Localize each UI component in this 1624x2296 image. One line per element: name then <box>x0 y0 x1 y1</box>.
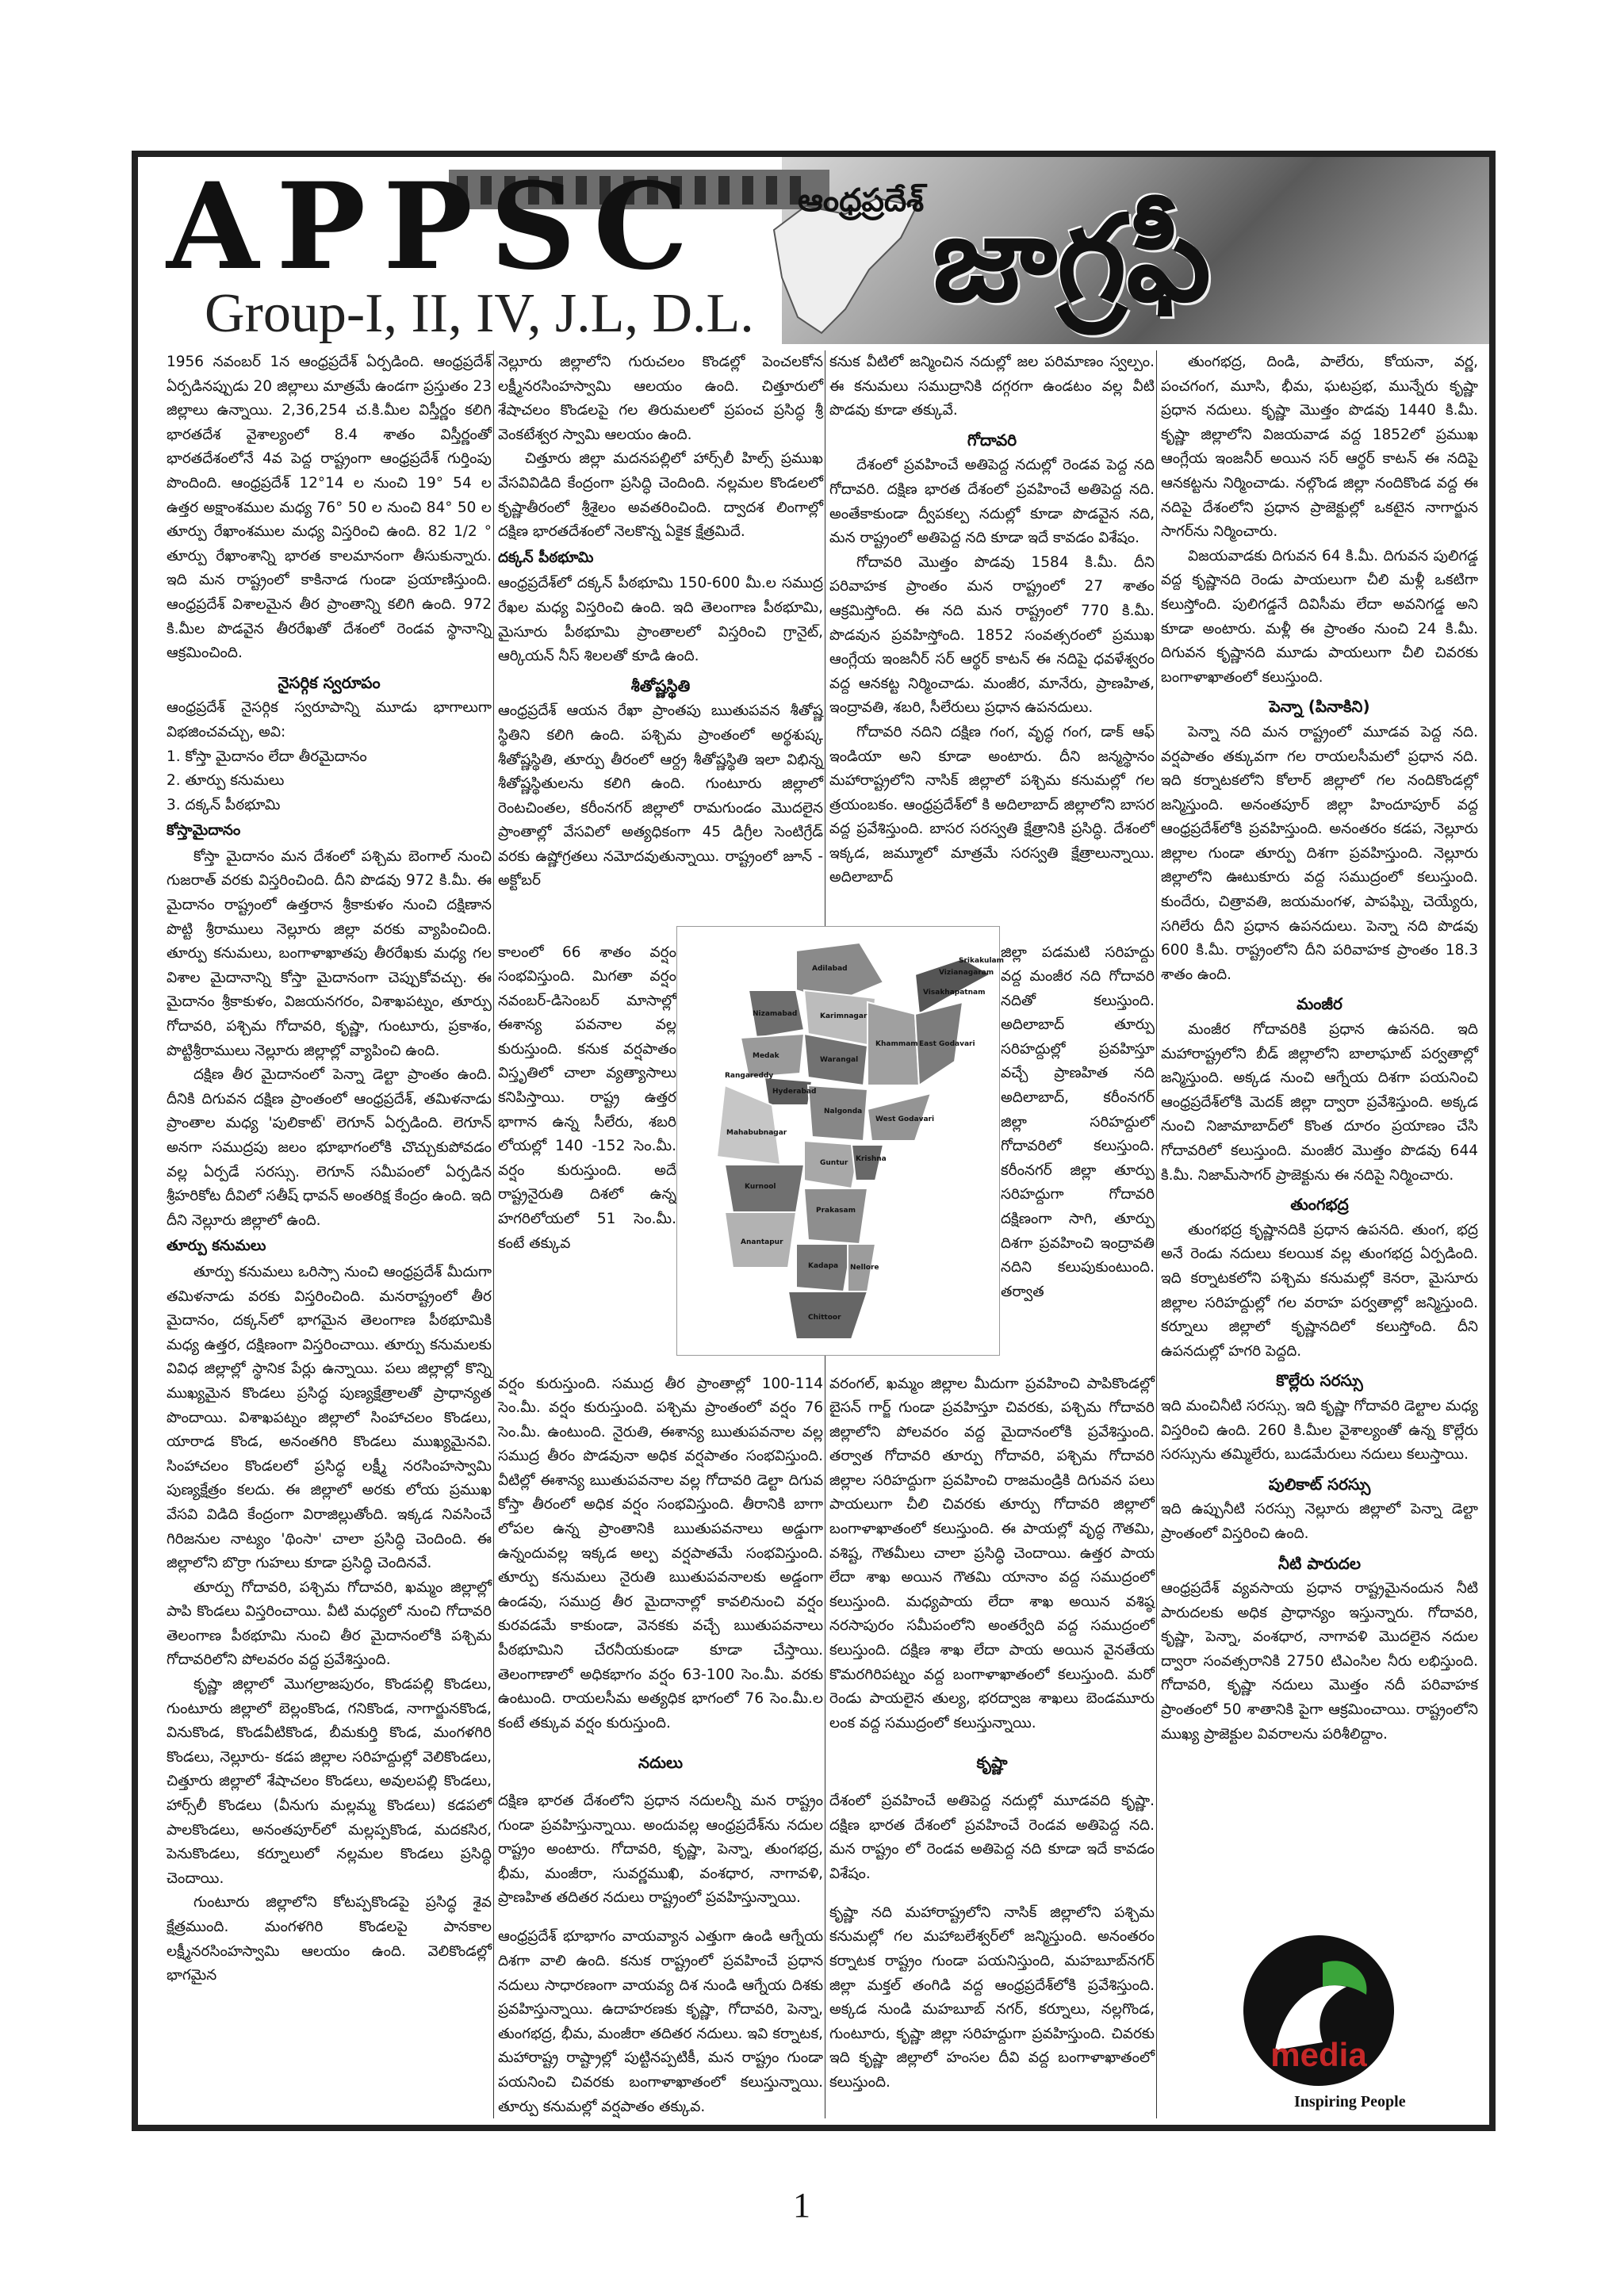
section-heading: నదులు <box>638 1752 684 1772</box>
paragraph: కృష్ణా నది మహారాష్ట్రలోని నాసిక్ జిల్లాలోని పశ్చిమ కనుమల్లో గల మహాబలేశ్వర్‌లో జన్మిస్తుంది. అనంతరం కర్నాటక రాష్ట్రం గుండా పయనిస్తుంది, మహబూబ్‌నగర్ జిల్లా మక్తల్ తంగిడి వద్ద ఆంధ్రప్రదేశ్‌లోకి ప్రవేశిస్తుంది. అక్కడ నుండి మహబూబ్ నగర్, కర్నూలు, నల్లగొండ, గుంటూరు, కృష్ణా జిల్లా సరిహద్దుగా ప్రవహిస్తుంది. చివరకు ఇది కృష్ణా జిల్లాలో హంసల దీవి వద్ద బంగాళాఖాతంలో కలుస్తుంది. <box>829 1904 1155 2091</box>
header-state: ఆంధ్రప్రదేశ్ <box>798 182 925 219</box>
subheading: తూర్పు కనుమలు <box>167 1238 266 1255</box>
section-heading: పులికాట్ సరస్సు <box>1268 1474 1371 1494</box>
paragraph: గుంటూరు జిల్లాలోని కోటప్పకొండపై ప్రసిద్ధ శైవ క్షేత్రముంది. మంగళగిరి కొండలపై పానకాల లక్ష్మీనరసింహస్వామి ఆలయం ఉంది. వెలికొండల్లో భాగమైన <box>167 1894 492 1984</box>
section-heading: కృష్ణా <box>976 1752 1008 1772</box>
paragraph: దక్షిణ భారత దేశంలోని ప్రధాన నదులన్నీ మన రాష్ట్రం గుండా ప్రవహిస్తున్నాయి. అందువల్ల ఆంధ్రప్రదేశ్‌ను నదుల రాష్ట్రం అంటారు. గోదావరి, కృష్ణా, పెన్నా, తుంగభద్ర, భీమ, మంజీరా, సువర్ణముఖి, వంశధార, నాగావళి, ప్రాణహిత తదితర నదులు రాష్ట్రంలో ప్రవహిస్తున్నాయి. <box>498 1793 823 1907</box>
paragraph: మంజీర గోదావరికి ప్రధాన ఉపనది. ఇది మహారాష్ట్రలోని బీడ్ జిల్లాలోని బాలాఘాట్ పర్వతాల్లో జన్మిస్తుంది. అక్కడ నుంచి ఆగ్నేయ దిశగా పయనించి ఆంధ్రప్రదేశ్‌లోకి మెదక్ జిల్లా ద్వారా ప్రవేశిస్తుంది. అక్కడ నుంచి నిజామాబాద్‌లో కొంత దూరం ప్రయాణం చేసి గోదావరిలో కలుస్తుంది. మంజీర మొత్తం పొడవు 644 కి.మీ. నిజామ్‌సాగర్ ప్రాజెక్టును ఈ నదిపై నిర్మించారు. <box>1161 1021 1478 1184</box>
map-label: Kadapa <box>808 1262 839 1270</box>
map-label: Anantapur <box>741 1238 783 1246</box>
section-heading: నైసర్గిక స్వరూపం <box>278 672 381 692</box>
paragraph: ఆంధ్రప్రదేశ్ భూభాగం వాయవ్యాన ఎత్తుగా ఉండి ఆగ్నేయ దిశగా వాలి ఉంది. కనుక రాష్ట్రంలో ప్రవహించే ప్రధాన నదులు సాధారణంగా వాయవ్య దిశ నుండి ఆగ్నేయ దిశకు ప్రవహిస్తున్నాయి. ఉదాహరణకు కృష్ణా, గోదావరి, పెన్నా, తుంగభద్ర, భీమ, మంజీరా తదితర నదులు. ఇవి కర్నాటక, మహారాష్ట్ర రాష్ట్రాల్లో పుట్టినప్పటికీ, మన రాష్ట్రం గుండా పయనించి చివరకు బంగాళాఖాతంలో కలుస్తున్నాయి. తూర్పు కనుమల్లో వర్షపాతం తక్కువ. <box>498 1928 823 2115</box>
list-item: 1. కోస్తా మైదానం లేదా తీరమైదానం <box>167 748 367 765</box>
logo-tagline: Inspiring People <box>1294 2093 1406 2110</box>
list-item: 2. తూర్పు కనుమలు <box>167 772 285 790</box>
district-map-svg <box>677 927 1004 1355</box>
paragraph: ఆంధ్రప్రదేశ్ నైసర్గిక స్వరూపాన్ని మూడు భాగాలుగా విభజించవచ్చు, అవి: <box>167 699 492 740</box>
column-3-beside-map <box>1001 926 1155 1354</box>
paragraph: దేశంలో ప్రవహించే అతిపెద్ద నదుల్లో మూడవది కృష్ణా. దక్షిణ భారత దేశంలో ప్రవహించే రెండవ అతిపెద్ద నది. మన రాష్ట్రం లో రెండవ అతిపెద్ద నది కూడా ఇదే కావడం విశేషం. <box>829 1793 1155 1882</box>
column-3-bottom <box>829 1357 1155 2091</box>
section-heading: నీటి పారుదల <box>1277 1553 1362 1573</box>
paragraph: దక్షిణ తీర మైదానంలో పెన్నా డెల్టా ప్రాంతం ఉంది. దీనికి దిగువన దక్షిణ ప్రాంతంలో ఆంధ్రప్రదేశ్, తమిళనాడు ప్రాంతాల మధ్య 'పులికాట్' లెగూన్ ఏర్పడింది. లెగూన్ అనగా సముద్రపు జలం భూభాగంలోకి చొచ్చుకుపోవడం వల్ల ఏర్పడే సరస్సు. లెగూన్ సమీపంలో ఏర్పడిన శ్రీహరికోట దీవిలో సతీష్ ధావన్ అంతరిక్ష కేంద్రం ఉంది. ఇది దీని నెల్లూరు జిల్లాలో ఉంది. <box>167 1066 492 1229</box>
map-label: East Godavari <box>919 1040 975 1048</box>
map-label: Medak <box>753 1052 779 1060</box>
header-subject: జాగ్రఫీ <box>933 190 1212 328</box>
page-number: 1 <box>793 2186 810 2225</box>
paragraph: తూర్పు కనుమలు ఒరిస్సా నుంచి ఆంధ్రప్రదేశ్ మీదుగా తమిళనాడు వరకు విస్తరించింది. మనరాష్ట్రంలో తీర మైదానం, దక్కన్‌లో భాగమైన తెలంగాణ పీఠభూమికి మధ్య ఉత్తర, దక్షిణంగా విస్తరించాయి. తూర్పు కనుమలకు వివిధ జిల్లాల్లో స్థానిక పేర్లు ఉన్నాయి. పలు జిల్లాల్లో కొన్ని ముఖ్యమైన కొండలు ప్రసిద్ధ పుణ్యక్షేత్రాలతో ప్రాధాన్యత పొందాయి. విశాఖపట్నం జిల్లాలో సింహాచలం కొండలు, యారాడ కొండ, అనంతగిరి కొండలు ముఖ్యమైనవి. సింహాచలం కొండలలో ప్రసిద్ధ లక్ష్మీ నరసింహస్వామి పుణ్యక్షేత్రం కలదు. ఈ జిల్లాలో అరకు లోయ ప్రముఖ వేసవి విడిది కేంద్రంగా విరాజిల్లుతోంది. ఇక్కడ నివసించే గిరిజనుల నాట్యం 'థింసా' చాలా ప్రసిద్ధి చెందింది. ఈ జిల్లాలోని బొర్రా గుహలు కూడా ప్రసిద్ధి చెందినవే. <box>167 1263 492 1572</box>
column-2-bottom <box>498 1357 823 2115</box>
map-label: Kurnool <box>745 1183 776 1191</box>
paragraph: దేశంలో ప్రవహించే అతిపెద్ద నదుల్లో రెండవ పెద్ద నది గోదావరి. దక్షిణ భారత దేశంలో ప్రవహించే అతిపెద్ద నది. అంతేకాకుండా ద్వీపకల్ప నదుల్లో కూడా పొడవైన నది, మన రాష్ట్రంలో అతిపెద్ద నది కూడా ఇదే కావడం విశేషం. <box>829 457 1155 547</box>
paragraph: ఇది మంచినీటి సరస్సు. ఇది కృష్ణా గోదావరి డెల్టాల మధ్య విస్తరించి ఉంది. 260 కి.మీల వైశాల్యంతో ఉన్న కొల్లేరు సరస్సును తమ్మిలేరు, బుడమేరులు నదులు కలుస్తాయి. <box>1161 1397 1478 1464</box>
paragraph: కోస్తా మైదానం మన దేశంలో పశ్చిమ బెంగాల్ నుంచి గుజరాత్ వరకు విస్తరించింది. దీని పొడవు 972 కి.మీ. ఈ మైదానం రాష్ట్రంలో ఉత్తరాన శ్రీకాకుళం నుంచి దక్షిణాన పొట్టి శ్రీరాములు నెల్లూరు జిల్లా వరకు వ్యాపించింది. తూర్పు కనుమలు, బంగాళాఖాతపు తీరరేఖకు మధ్య గల విశాల మైదానాన్ని కోస్తా మైదానంగా చెప్పుకోవచ్చు. ఈ మైదానం శ్రీకాకుళం, విజయనగరం, విశాఖపట్నం, తూర్పు గోదావరి, పశ్చిమ గోదావరి, కృష్ణా, గుంటూరు, ప్రకాశం, పొట్టిశ్రీరాములు నెల్లూరు జిల్లాల్లో వ్యాపించి ఉంది. <box>167 848 492 1059</box>
ap-district-map <box>676 926 1004 1356</box>
paragraph: 1956 నవంబర్ 1న ఆంధ్రప్రదేశ్ ఏర్పడింది. ఆంధ్రప్రదేశ్ ఏర్పడినప్పుడు 20 జిల్లాలు మాత్రమే ఉండగా ప్రస్తుతం 23 జిల్లాలు ఉన్నాయి. 2,36,254 చ.కి.మీల విస్తీర్ణం కలిగి భారతదేశ వైశాల్యంలో 8.4 శాతం విస్తీర్ణంతో భారతదేశంలోనే 4వ పెద్ద రాష్ట్రంగా ఆంధ్రప్రదేశ్ గుర్తింపు పొందింది. ఆంధ్రప్రదేశ్ 12°14 ల నుంచి 19° 54 ల ఉత్తర అక్షాంశముల మధ్య 76° 50 ల నుంచి 84° 50 ల తూర్పు రేఖాంశముల మధ్య విస్తరించి ఉంది. 82 1/2 ° తూర్పు రేఖాంశాన్ని భారత కాలమానంగా తీసుకున్నారు. ఇది మన రాష్ట్రంలో కాకినాడ గుండా ప్రయాణిస్తుంది. ఆంధ్రప్రదేశ్ విశాలమైన తీర ప్రాంతాన్ని కలిగి ఉంది. 972 కి.మీల పొడవైన తీరరేఖతో దేశంలో రెండవ స్థానాన్ని ఆక్రమించింది. <box>167 354 492 662</box>
paragraph: తూర్పు గోదావరి, పశ్చిమ గోదావరి, ఖమ్మం జిల్లాల్లో పాపి కొండలు విస్తరించాయి. వీటి మధ్యలో నుంచి గోదావరి తెలంగాణ పీఠభూమి నుంచి తీర మైదానంలోకి పశ్చిమ గోదావరిలోని పోలవరం వద్ద ప్రవేశిస్తుంది. <box>167 1578 492 1669</box>
section-heading: శీతోష్ణస్థితి <box>630 675 691 695</box>
map-label: Khammam <box>875 1040 918 1048</box>
map-label: Chittoor <box>808 1314 841 1322</box>
map-label: Warangal <box>820 1056 859 1064</box>
paragraph: కృష్ణా జిల్లాలో మొగల్రాజపురం, కొండపల్లి కొండలు, గుంటూరు జిల్లాలో బెల్లంకొండ, గనికొండ, నాగార్జునకొండ, వినుకొండ, కొండవీటికొండ, బీమకుర్తి కొండ, మంగళగిరి కొండలు, నెల్లూరు- కడప జిల్లాల సరిహద్దుల్లో వెలికొండలు, చిత్తూరు జిల్లాలో శేషాచలం కొండలు, అవులపల్లి కొండలు, హార్స్‌లీ కొండలు (వీనుగు మల్లమ్మ కొండలు) కడపలో పాలకొండలు, అనంతపూర్‌లో మల్లప్పకొండ, మదకసిర, పెనుకొండలు, కర్నూలులో నల్లమల కొండలు ప్రసిద్ధి చెందాయి. <box>167 1676 492 1887</box>
paragraph: ఇది ఉప్పునీటి సరస్సు నెల్లూరు జిల్లాలో పెన్నా డెల్టా ప్రాంతంలో విస్తరించి ఉంది. <box>1161 1501 1478 1542</box>
section-heading: కొల్లేరు సరస్సు <box>1276 1371 1363 1391</box>
map-label: Mahabubnagar <box>726 1129 787 1137</box>
paragraph: జిల్లా పడమటి సరిహద్దు వద్ద మంజీర నది గోదావరి నదితో కలుస్తుంది. అదిలాబాద్ తూర్పు సరిహద్దుల్లో ప్రవహిస్తూ వచ్చే ప్రాణహిత నది అదిలాబాద్, కరీంనగర్ జిల్లా సరిహద్దులో గోదావరిలో కలుస్తుంది. కరీంనగర్ జిల్లా తూర్పు సరిహద్దుగా గోదావరి దక్షిణంగా సాగి, తూర్పు దిశగా ప్రవహించి ఇంద్రావతి నదిని కలుపుకుంటుంది. తర్వాత <box>1001 943 1155 1300</box>
district-shape <box>804 1188 868 1244</box>
header-title: APPSC <box>167 157 706 297</box>
map-label: Adilabad <box>812 965 848 973</box>
paragraph: కనుక వీటిలో జన్మించిన నదుల్లో జల పరిమాణం స్వల్పం. ఈ కనుమలు సముద్రానికి దగ్గరగా ఉండటం వల్ల వీటి పొడవు కూడా తక్కువే. <box>829 354 1155 419</box>
paragraph: నెల్లూరు జిల్లాలోని గురుచలం కొండల్లో పెంచలకోన లక్ష్మీనరసింహస్వామి ఆలయం ఉంది. చిత్తూరులో శేషాచలం కొండలపై గల తిరుమలలో ప్రపంచ ప్రసిద్ధ శ్రీ వెంకటేశ్వర స్వామి ఆలయం ఉంది. <box>498 354 823 443</box>
sri-media-logo-icon <box>1228 1931 1410 2090</box>
logo-brand: media <box>1270 2036 1367 2073</box>
map-label: Karimnagar <box>820 1012 868 1020</box>
map-label: Prakasam <box>816 1207 856 1215</box>
map-label: Rangareddy <box>725 1072 774 1080</box>
paragraph: ఆంధ్రప్రదేశ్ వ్యవసాయ ప్రధాన రాష్ట్రమైనందున నీటి పారుదలకు అధిక ప్రాధాన్యం ఇస్తున్నారు. గోదావరి, కృష్ణా, పెన్నా, వంశధార, నాగావళి మొదలైన నదుల ద్వారా సంవత్సరానికి 2750 టిఎంసిల నీరు లభిస్తుంది. గోదావరి, కృష్ణా నదులు మొత్తం నదీ పరివాహక ప్రాంతంలో 50 శాతానికి పైగా ఆక్రమించాయి. రాష్ట్రంలోని ముఖ్య ప్రాజెక్టుల వివరాలను పరిశీలిద్దాం. <box>1161 1580 1478 1743</box>
paragraph: ఆంధ్రప్రదేశ్ ఆయన రేఖా ప్రాంతపు ఋతుపవన శీతోష్ణ స్థితిని కలిగి ఉంది. పశ్చిమ ప్రాంతంలో అర్థశుష్క శీతోష్ణస్థితి, తూర్పు తీరంలో ఆర్ద్ర శీతోష్ణస్థితి ఇలా విభిన్న శీతోష్ణస్థితులను కలిగి ఉంది. గుంటూరు జిల్లాలో రెంటచింతల, కరీంనగర్ జిల్లాలో రామగుండం మొదలైన ప్రాంతాల్లో వేసవిలో అత్యధికంగా 45 డిగ్రీల సెంటిగ్రేడ్ వరకు ఉష్ణోగ్రతలు నమోదవుతున్నాయి. రాష్ట్రంలో జూన్ - అక్టోబర్ <box>498 702 823 890</box>
map-label: Vizianagaram <box>939 969 994 977</box>
column-1 <box>167 350 492 1984</box>
map-label: Krishna <box>856 1155 887 1163</box>
paragraph: గోదావరి మొత్తం పొడవు 1584 కి.మీ. దీని పరివాహక ప్రాంతం మన రాష్ట్రంలో 27 శాతం ఆక్రమిస్తోంది. ఈ నది మన రాష్ట్రంలో 770 కి.మీ. పొడవున ప్రవహిస్తోంది. 1852 సంవత్సరంలో ప్రముఖ ఆంగ్లేయ ఇంజనీర్ సర్ ఆర్థర్ కాటన్ ఈ నదిపై ధవళేశ్వరం వద్ద ఆనకట్ట నిర్మించాడు. మంజీర, మానేరు, ప్రాణహిత, ఇంద్రావతి, శబరి, సీలేరులు ప్రధాన ఉపనదులు. <box>829 553 1155 717</box>
paragraph: గోదావరి నదిని దక్షిణ గంగ, వృద్ధ గంగ, డాక్ ఆఫ్ ఇండియా అని కూడా అంటారు. దీని జన్మస్థానం మహారాష్ట్రలోని నాసిక్ జిల్లాలో పశ్చిమ కనుమల్లో గల త్రయంబకం. ఆంధ్రప్రదేశ్‌లో కి అదిలాబాద్ జిల్లాలోని బాసర వద్ద ప్రవేశిస్తుంది. బాసర సరస్వతి క్షేత్రానికి ప్రసిద్ధి. దేశంలో ఇక్కడ, జమ్మూలో మాత్రమే సరస్వతి క్షేత్రాలున్నాయి. అదిలాబాద్ <box>829 723 1155 886</box>
section-heading: పెన్నా (పినాకిని) <box>1269 697 1370 717</box>
section-heading: తుంగభద్ర <box>1290 1195 1349 1215</box>
column-divider <box>1156 350 1157 2118</box>
column-2-top <box>498 350 823 923</box>
subheading: దక్కన్ పీఠభూమి <box>498 549 594 566</box>
map-label: Nellore <box>850 1264 879 1272</box>
paragraph: వర్షం కురుస్తుంది. సముద్ర తీర ప్రాంతాల్లో 100-114 సెం.మీ. వర్షం కురుస్తుంది. పశ్చిమ ప్రాంతంలో వర్షం 76 సెం.మీ. ఉంటుంది. నైరుతి, ఈశాన్య ఋతుపవనాల వల్ల సముద్ర తీరం పొడవునా అధిక వర్షపాతం సంభవిస్తుంది. వీటిల్లో ఈశాన్య ఋతుపవనాల వల్ల గోదావరి డెల్టా దిగువ కోస్తా తీరంలో అధిక వర్షం సంభవిస్తుంది. తీరానికి బాగా లోపల ఉన్న ప్రాంతానికి ఋతుపవనాలు అడ్డుగా ఉన్నందువల్ల ఇక్కడ అల్ప వర్షపాతమే సంభవిస్తుంది. తూర్పు కనుమలు నైరుతి ఋతుపవనాలకు అడ్డంగా ఉండవు, సముద్ర తీర మైదానాల్లో కావలినుంచి వర్షం కురవడమే కాకుండా, వెనకకు వచ్చే ఋతుపవనాలు పీఠభూమిని చేరనీయకుండా కూడా చేస్తాయి. తెలంగాణాలో అధికభాగం వర్షం 63-100 సెం.మీ. వరకు ఉంటుంది. రాయలసీమ అత్యధిక భాగంలో 76 సెం.మీ.ల కంటే తక్కువ వర్షం కురుస్తుంది. <box>498 1375 823 1732</box>
paragraph: పెన్నా నది మన రాష్ట్రంలో మూడవ పెద్ద నది. వర్షపాతం తక్కువగా గల రాయలసీమలో ప్రధాన నది. ఇది కర్నాటకలోని కోలార్ జిల్లాలో గల నందికొండల్లో జన్మిస్తుంది. అనంతపూర్ జిల్లా హిందూపూర్ వద్ద ఆంధ్రప్రదేశ్‌లోకి ప్రవహిస్తుంది. అనంతరం కడప, నెల్లూరు జిల్లాల గుండా తూర్పు దిశగా ప్రవహిస్తుంది. నెల్లూరు జిల్లాలోని ఊటుకూరు వద్ద సముద్రంలో కలుస్తుంది. కుందేరు, చిత్రావతి, జయమంగళ, పాపఘ్ని, చెయ్యేరు, సగిలేరు దీని ప్రధాన ఉపనదులు. పెన్నా నది పొడవు 600 కి.మీ. రాష్ట్రంలోని దీని పరివాహక ప్రాంతం 18.3 శాతం ఉంది. <box>1161 723 1478 983</box>
section-heading: గోదావరి <box>967 430 1017 450</box>
paragraph: తుంగభద్ర, దిండి, పాలేరు, కోయనా, వర్ణ, పంచగంగ, మూసి, భీమ, ఘటప్రభ, మున్నేరు కృష్ణా ప్రధాన నదులు. కృష్ణా మొత్తం పొడవు 1440 కి.మీ. కృష్ణా జిల్లాలోని విజయవాడ వద్ద 1852లో ప్రముఖ ఆంగ్లేయ ఇంజనీర్ అయిన సర్ ఆర్థర్ కాటన్ ఈ నదిపై ఆనకట్టను నిర్మించాడు. నల్గొండ జిల్లా నందికొండ వద్ద ఈ నదిపై దేశంలోని ప్రధాన ప్రాజెక్టుల్లో ఒకటైన నాగార్జున సాగర్‌ను నిర్మించారు. <box>1161 354 1478 541</box>
subheading: కోస్తామైదానం <box>167 822 241 840</box>
header-groups: Group-I, II, IV, J.L, D.L. <box>205 283 754 344</box>
map-label: Srikakulam <box>959 957 1004 965</box>
column-2-beside-map <box>498 926 676 1354</box>
map-label: Hyderabad <box>772 1088 817 1096</box>
paragraph: చిత్తూరు జిల్లా మదనపల్లిలో హార్స్‌లీ హిల్స్ ప్రముఖ వేసవివిడిది కేంద్రంగా ప్రసిద్ధి చెందింది. నల్లమల కొండలలో కృష్ణాతీరంలో శ్రీశైలం అవతరించింది. ద్వాదశ లింగాల్లో దక్షిణ భారతదేశంలో నెలకొన్న ఏకైక క్షేత్రమిదే. <box>498 450 823 541</box>
map-label: Visakhapatnam <box>923 989 986 997</box>
paragraph: కాలంలో 66 శాతం వర్షం సంభవిస్తుంది. మిగతా వర్షం నవంబర్-డిసెంబర్ మాసాల్లో ఈశాన్య పవనాల వల్ల కురుస్తుంది. కనుక వర్షపాతం విస్తృతిలో చాలా వ్యత్యాసాలు కనిపిస్తాయి. రాష్ట్ర ఉత్తర భాగాన ఉన్న సీలేరు, శబరి లోయల్లో 140 -152 సెం.మీ. వర్షం కురుస్తుంది. అదే రాష్ట్రనైరుతి దిశలో ఉన్న హగరిలోయలో 51 సెం.మీ. కంటే తక్కువ <box>498 943 676 1252</box>
map-label: West Godavari <box>875 1115 935 1123</box>
column-4 <box>1161 350 1478 1960</box>
map-label: Nizamabad <box>753 1010 798 1018</box>
map-label: Guntur <box>820 1159 848 1167</box>
paragraph: తుంగభద్ర కృష్ణానదికి ప్రధాన ఉపనది. తుంగ, భద్ర అనే రెండు నదులు కలయిక వల్ల తుంగభద్ర ఏర్పడింది. ఇది కర్నాటకలోని పశ్చిమ కనుమల్లో కెనరా, మైసూరు జిల్లాల సరిహద్దుల్లో గల వరాహ పర్వతాల్లో జన్మిస్తుంది. కర్నూలు జిల్లాలో కృష్ణానదిలో కలుస్తోంది. దీని ఉపనదుల్లో హగరి పెద్దది. <box>1161 1221 1478 1360</box>
paragraph: విజయవాడకు దిగువన 64 కి.మీ. దిగువన పులిగడ్డ వద్ద కృష్ణానది రెండు పాయలుగా చీలి మళ్లీ ఒకటిగా కలుస్తోంది. పులిగడ్డనే దివిసీమ లేదా అవనిగడ్డ అని కూడా అంటారు. మళ్లీ ఈ ప్రాంతం నుంచి 24 కి.మీ. దిగువన కృష్ణానది మూడు పాయలుగా చీలి చివరకు బంగాళాఖాతంలో కలుస్తుంది. <box>1161 547 1478 686</box>
paragraph: ఆంధ్రప్రదేశ్‌లో దక్కన్ పీఠభూమి 150-600 మీ.ల సముద్ర రేఖల మధ్య విస్తరించి ఉంది. ఇది తెలంగాణ పీఠభూమి, మైసూరు పీఠభూమి ప్రాంతాలలో విస్తరించి గ్రానైట్, ఆర్కియన్ నీస్ శిలలతో కూడి ఉంది. <box>498 575 823 665</box>
list-item: 3. దక్కన్ పీఠభూమి <box>167 796 281 813</box>
section-heading: మంజీర <box>1297 994 1342 1014</box>
column-3-top <box>829 350 1155 921</box>
column-divider <box>493 350 494 2118</box>
map-label: Nalgonda <box>824 1108 863 1115</box>
paragraph: వరంగల్, ఖమ్మం జిల్లాల మీదుగా ప్రవహించి పాపికొండల్లో బైసన్ గార్జ్ గుండా ప్రవహిస్తూ చివరకు, పశ్చిమ గోదావరి జిల్లాలోని పోలవరం వద్ద మైదానంలోకి ప్రవేశిస్తుంది. తర్వాత గోదావరి తూర్పు గోదావరి, పశ్చిమ గోదావరి జిల్లాల సరిహద్దుగా ప్రవహించి రాజమండ్రికి దిగువన పలు పాయలుగా చీలి చివరకు తూర్పు గోదావరి జిల్లాలో బంగాళాఖాతంలో కలుస్తుంది. ఈ పాయల్లో వృద్ధ గౌతమి, వశిష్ట, గౌతమీలు చాలా ప్రసిద్ధి చెందాయి. ఉత్తర పాయ లేదా శాఖ అయిన గౌతమి యానాం వద్ద సముద్రంలో కలుస్తుంది. మధ్యపాయ లేదా శాఖ అయిన వశిష్ఠ నరసాపురం సమీపంలోని అంతర్వేది వద్ద సముద్రంలో కలుస్తుంది. దక్షిణ శాఖ లేదా పాయ అయిన వైనతేయ కొమరగిరిపట్నం వద్ద బంగాళాఖాతంలో కలుస్తుంది. మరో రెండు పాయలైన తుల్య, భరద్వాజ శాఖలు బెండమూరు లంక వద్ద సముద్రంలో కలుస్తున్నాయి. <box>829 1375 1155 1732</box>
header-banner <box>132 151 1496 350</box>
